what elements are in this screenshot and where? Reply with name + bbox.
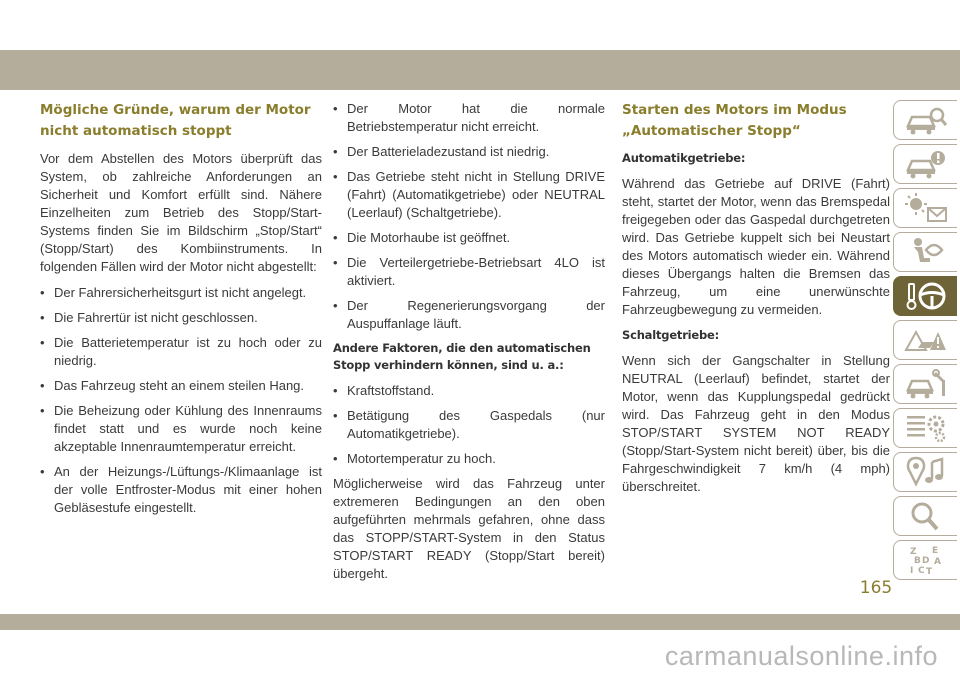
- bullet-dot: •: [40, 310, 45, 325]
- section-heading-reasons: Mögliche Gründe, warum der Motor nicht automatisch stoppt: [40, 102, 311, 139]
- column-2: [333, 100, 605, 591]
- index-letter: Z: [909, 547, 917, 557]
- column-3: [622, 100, 890, 504]
- bullet-dot: •: [333, 101, 338, 116]
- footer-band: [0, 614, 960, 630]
- bullet-dot: •: [333, 383, 338, 398]
- tab-emergency[interactable]: [893, 320, 957, 360]
- airbag-passenger-icon: [904, 236, 948, 268]
- manual-transmission-text: Wenn sich der Gangschalter in Stellung NEUTRAL (Leerlauf) befindet, startet der Motor, wenn das Kupplungspedal gedrückt wird. Das Fahrzeug geht in den Modus STOP/START SYSTEM NOT READY (Stopp/Start-System nicht bereit) über, bis die Fahrgeschwindigkeit 7 km/h (4 mph) überschreitet.: [622, 353, 890, 494]
- car-search-icon: [904, 104, 948, 136]
- tab-car-info[interactable]: [893, 144, 957, 184]
- list-item: • An der Heizungs-/Lüftungs-/Klimaanlage ist der volle Entfroster-Modus mit einer hohen Gebläsestufe eingestellt.: [40, 464, 322, 515]
- watermark: carmanualsonline.info: [664, 641, 938, 671]
- index-letter: A: [933, 557, 941, 567]
- tab-car-search[interactable]: [893, 100, 957, 140]
- page-number: 165: [859, 578, 893, 598]
- manual-transmission-subheading: Schaltgetriebe:: [622, 328, 720, 342]
- index-letter: B: [913, 556, 921, 566]
- bullet-dot: •: [333, 451, 338, 466]
- automatic-transmission-text: Während das Getriebe auf DRIVE (Fahrt) steht, startet der Motor, wenn das Bremspedal freigegeben oder das Gaspedal durchgetreten wird. Das Getriebe kuppelt sich bei Neustart des Motors automatisch wieder ein. Während dieses Übergangs halten die Bremsen das Fahrzeug, um eine unerwünschte Fahrzeugbewegung zu vermeiden.: [622, 176, 890, 317]
- car-info-icon: [904, 148, 948, 180]
- top-margin: [0, 0, 960, 50]
- intro-paragraph: Vor dem Abstellen des Motors überprüft das System, ob zahlreiche Anforderungen an Sicherheit und Komfort erfüllt sind. Nähere Einzelheiten zum Betrieb des Stopp/Start-Systems finden Sie im Bildschirm „Stop/Start“ (Stopp/Start) des Kombiinstruments. In folgenden Fällen wird der Motor nicht abgestellt:: [40, 151, 322, 274]
- index-letter: T: [925, 567, 932, 576]
- tab-warning-lights[interactable]: [893, 188, 957, 228]
- tab-specifications[interactable]: [893, 408, 957, 448]
- bullet-dot: •: [40, 285, 45, 300]
- index-letter: D: [921, 556, 929, 566]
- list-item: • Der Motor hat die normale Betriebstemperatur nicht erreicht.: [333, 101, 605, 134]
- automatic-transmission-subheading: Automatikgetriebe:: [622, 151, 746, 165]
- tab-starting-operating[interactable]: [893, 276, 957, 316]
- tab-index[interactable]: [893, 540, 957, 580]
- tab-safety[interactable]: [893, 232, 957, 272]
- steering-wheel-key-icon: [904, 280, 948, 312]
- bullet-dot: •: [333, 230, 338, 245]
- index-letter: E: [931, 546, 938, 556]
- list-item: • Der Regenerierungsvorgang der Auspuffanlage läuft.: [333, 298, 605, 331]
- list-item: • Die Batterietemperatur ist zu hoch oder zu niedrig.: [40, 335, 322, 368]
- bullet-dot: •: [40, 403, 45, 418]
- reasons-list-continued: [333, 100, 605, 333]
- index-letter: I: [909, 566, 913, 576]
- bullet-dot: •: [333, 408, 338, 423]
- bullet-dot: •: [40, 464, 45, 479]
- specifications-gear-icon: [904, 412, 948, 444]
- tab-servicing[interactable]: [893, 364, 957, 404]
- index-letters-icon: [904, 544, 948, 576]
- list-item: • Die Motorhaube ist geöffnet.: [333, 230, 511, 245]
- header-band: [0, 50, 960, 90]
- list-item: • Die Fahrertür ist nicht geschlossen.: [40, 310, 258, 325]
- multimedia-music-icon: [904, 456, 948, 488]
- bullet-dot: •: [40, 335, 45, 350]
- bullet-dot: •: [333, 169, 338, 184]
- bullet-dot: •: [333, 255, 338, 270]
- bullet-dot: •: [333, 144, 338, 159]
- bullet-dot: •: [40, 378, 45, 393]
- roadside-warning-icon: [904, 324, 948, 356]
- list-item: • Motortemperatur zu hoch.: [333, 451, 496, 466]
- other-factors-list: [333, 382, 605, 468]
- list-item: • Die Beheizung oder Kühlung des Innenraums findet statt und es wurde noch keine akzeptable Innenraumtemperatur erreicht.: [40, 403, 322, 454]
- other-factors-subheading: Andere Faktoren, die den automatischen Stopp verhindern können, sind u. a.:: [333, 341, 591, 372]
- list-item: • Der Fahrersicherheitsgurt ist nicht angelegt.: [40, 285, 307, 300]
- warning-lights-message-icon: [904, 192, 948, 224]
- column-1: [40, 100, 322, 524]
- index-letter: C: [917, 566, 925, 576]
- list-item: • Das Fahrzeug steht an einem steilen Hang.: [40, 378, 305, 393]
- list-item: • Betätigung des Gaspedals (nur Automatikgetriebe).: [333, 408, 605, 441]
- section-heading-restart: Starten des Motors im Modus „Automatischer Stopp“: [622, 102, 847, 139]
- list-item: • Die Verteilergetriebe-Betriebsart 4LO ist aktiviert.: [333, 255, 605, 288]
- reasons-list: [40, 284, 322, 517]
- bullet-dot: •: [333, 298, 338, 313]
- list-item: • Das Getriebe steht nicht in Stellung DRIVE (Fahrt) (Automatikgetriebe) oder NEUTRAL (Leerlauf) (Schaltgetriebe).: [333, 169, 605, 220]
- tab-multimedia[interactable]: [893, 452, 957, 492]
- list-item: • Der Batterieladezustand ist niedrig.: [333, 144, 550, 159]
- tab-search[interactable]: [893, 496, 957, 536]
- list-item: • Kraftstoffstand.: [333, 383, 435, 398]
- closing-paragraph: Möglicherweise wird das Fahrzeug unter extremeren Bedingungen an den oben aufgeführten mehrmals gefahren, ohne dass das STOPP/START-System in den Status STOP/START READY (Stopp/Start bereit) übergeht.: [333, 476, 605, 581]
- search-icon: [904, 500, 948, 532]
- car-tools-icon: [904, 368, 948, 400]
- chapter-tabs: [893, 100, 957, 584]
